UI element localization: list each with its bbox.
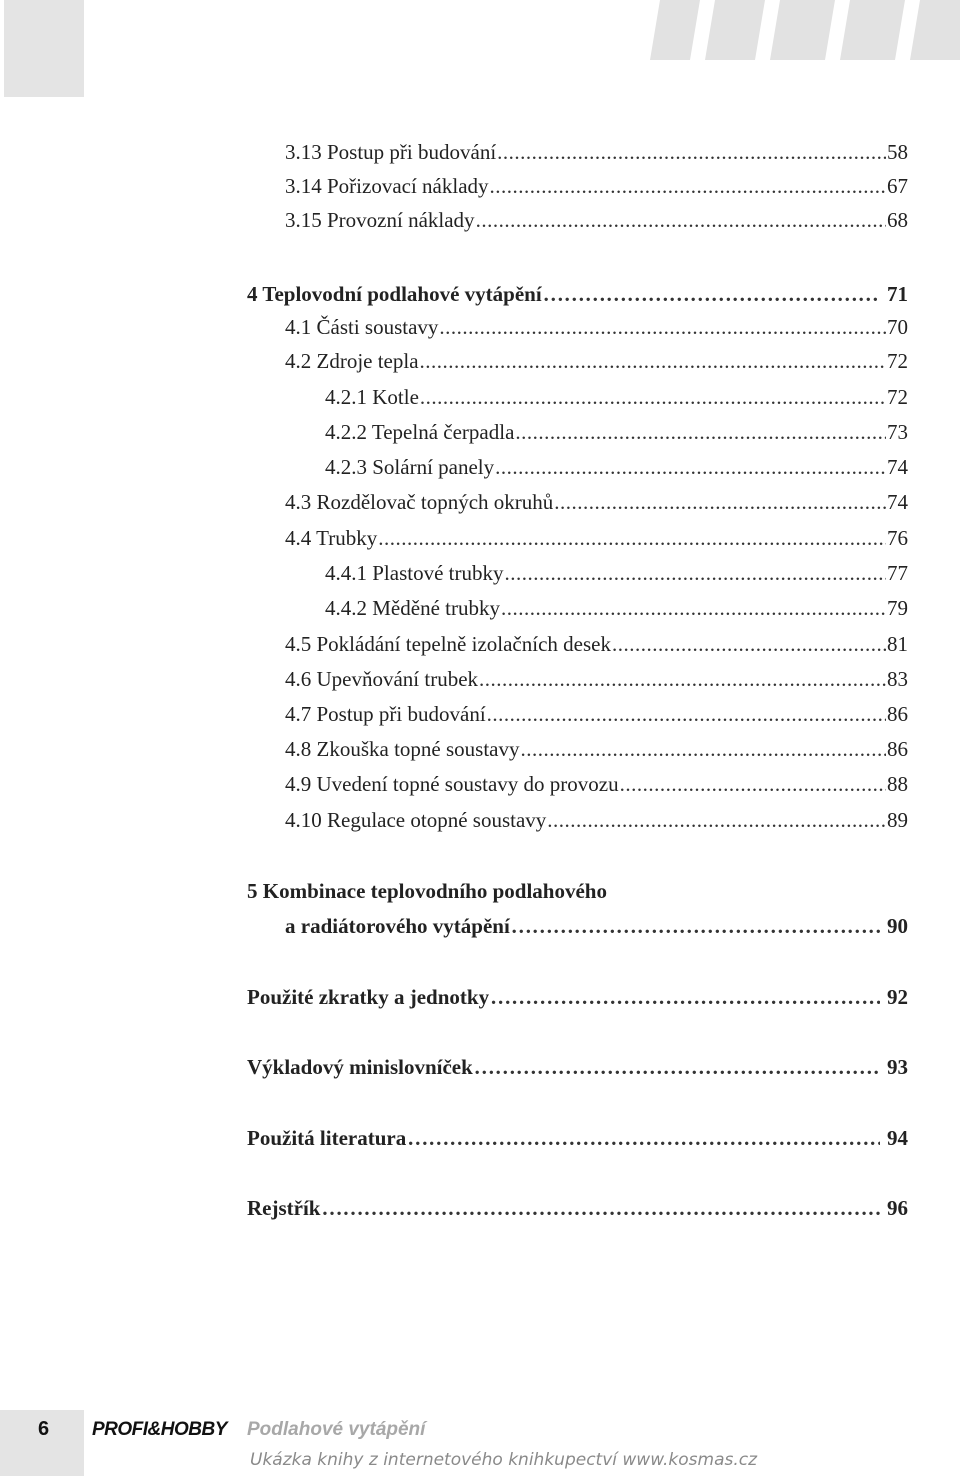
toc-entry[interactable]: 3.13 Postup při budování ..... 58 (285, 138, 908, 166)
toc-entry[interactable]: 3.15 Provozní náklady ..... 68 (285, 206, 908, 234)
toc-entry[interactable]: 3.14 Pořizovací náklady ..... 67 (285, 172, 908, 200)
header-gray-box (4, 0, 84, 97)
toc-entry[interactable]: 4.2.1 Kotle ..... 72 (325, 383, 908, 411)
page-number: 6 (38, 1418, 50, 1440)
toc-entry[interactable]: 4.5 Pokládání tepelně izolačních desek ..... 81 (285, 630, 908, 658)
toc-chapter-entry[interactable]: Použité zkratky a jednotky ……………………………………………………………………………………………………………… 92 (247, 983, 908, 1011)
source-note: Ukázka knihy z internetového knihkupectví www.kosmas.cz (250, 1450, 758, 1470)
toc-entry[interactable]: 4.4 Trubky ..... 76 (285, 524, 908, 552)
toc-entry[interactable]: 4.4.2 Měděné trubky ..... 79 (325, 594, 908, 622)
toc-chapter-entry[interactable]: Výkladový minislovníček ……………………………………………………………………………………………………………… 93 (247, 1053, 908, 1081)
toc-chapter-title-line1: 5 Kombinace teplovodního podlahového (247, 879, 607, 903)
brand-logo-text: PROFI&HOBBY (92, 1419, 227, 1440)
toc-entry[interactable]: 4.2.3 Solární panely ..... 74 (325, 453, 908, 481)
toc-entry[interactable]: 4.9 Uvedení topné soustavy do provozu ..... 88 (285, 770, 908, 798)
toc-chapter-entry[interactable]: Rejstřík ……………………………………………………………………………………………………………… 96 (247, 1194, 908, 1222)
toc-entry[interactable]: 4.1 Části soustavy ..... 70 (285, 313, 908, 341)
toc-entry[interactable]: 4.6 Upevňování trubek ..... 83 (285, 665, 908, 693)
header-stripes-decoration (640, 0, 960, 60)
toc-chapter-entry[interactable]: a radiátorového vytápění ……………………………………………………………………………………………………………… 90 (285, 912, 908, 940)
toc-entry[interactable]: 4.10 Regulace otopné soustavy ..... 89 (285, 806, 908, 834)
toc-entry[interactable]: 4.3 Rozdělovač topných okruhů ..... 74 (285, 488, 908, 516)
toc-entry[interactable]: 4.4.1 Plastové trubky ..... 77 (325, 559, 908, 587)
toc-entry[interactable]: 4.7 Postup při budování ..... 86 (285, 700, 908, 728)
toc-entry[interactable]: 4.2.2 Tepelná čerpadla ..... 73 (325, 418, 908, 446)
book-title: Podlahové vytápění (247, 1419, 426, 1440)
toc-chapter-entry[interactable]: Použitá literatura ……………………………………………………………………………………………………………… 94 (247, 1124, 908, 1152)
toc-entry[interactable]: 4.2 Zdroje tepla ..... 72 (285, 347, 908, 375)
toc-chapter-entry[interactable]: 4 Teplovodní podlahové vytápění ……………………………………………………………………………………………………………… 71 (247, 280, 908, 308)
toc-entry[interactable]: 4.8 Zkouška topné soustavy ..... 86 (285, 735, 908, 763)
